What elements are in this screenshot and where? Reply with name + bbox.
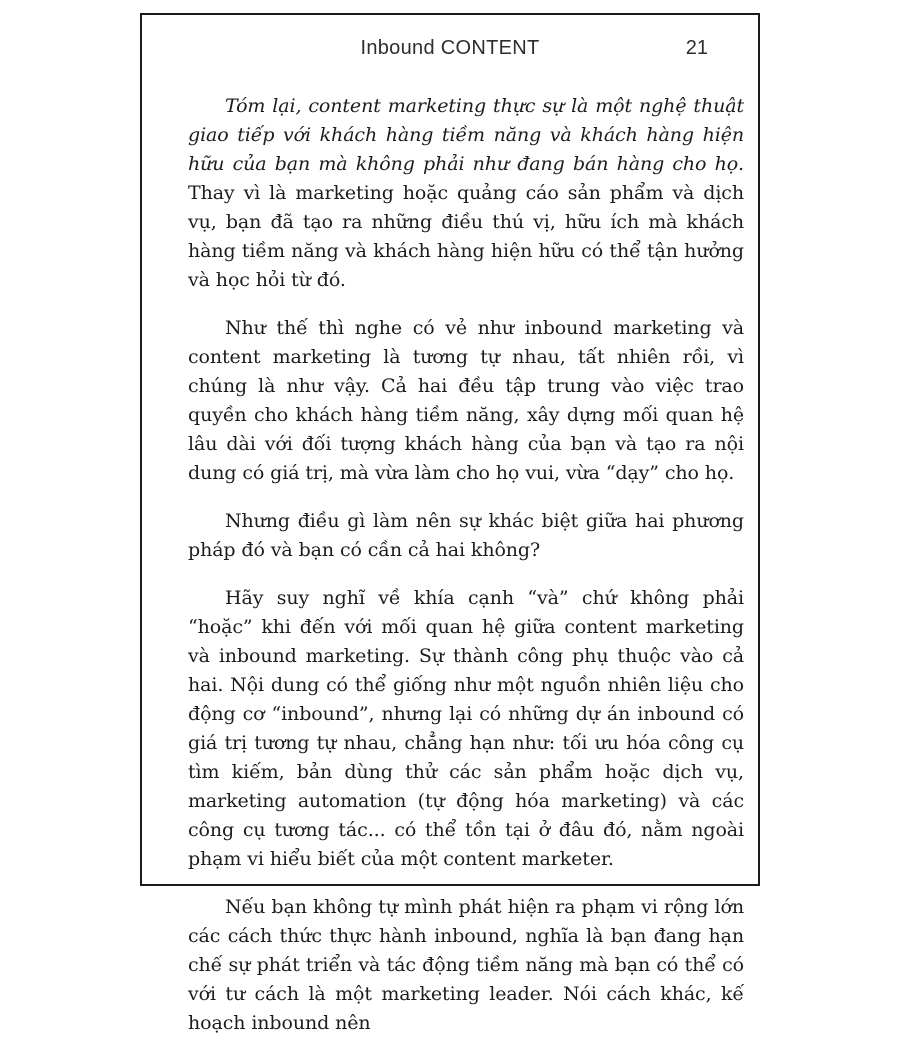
page-number: 21 (685, 37, 708, 59)
running-header-title: Inbound CONTENT (360, 37, 540, 59)
paragraph-inbound-scope: Nếu bạn không tự mình phát hiện ra phạm vi rộng lớn các cách thức thực hành inbound, nghĩa là bạn đang hạn chế sự phát triển và tác động tiềm năng mà bạn có thể có với tư cách là một marketing leader. Nói cách khác, kế hoạch inbound nên (188, 896, 744, 1034)
paragraph-question: Nhưng điều gì làm nên sự khác biệt giữa hai phương pháp đó và bạn có cần cả hai không? (188, 510, 744, 561)
paragraph-summary (188, 92, 744, 295)
paragraph-similarity: Như thế thì nghe có vẻ như inbound marketing và content marketing là tương tự nhau, tất nhiên rồi, vì chúng là như vậy. Cả hai đều tập trung vào việc trao quyền cho khách hàng tiềm năng, xây dựng mối quan hệ lâu dài với đối tượng khách hàng của bạn và tạo ra nội dung có giá trị, mà vừa làm cho họ vui, vừa “dạy” cho họ. (188, 317, 744, 484)
paragraph-and-not-or: Hãy suy nghĩ về khía cạnh “và” chứ không phải “hoặc” khi đến với mối quan hệ giữa content marketing và inbound marketing. Sự thành công phụ thuộc vào cả hai. Nội dung có thể giống như một nguồn nhiên liệu cho động cơ “inbound”, nhưng lại có những dự án inbound có giá trị tương tự nhau, chẳng hạn như: tối ưu hóa công cụ tìm kiếm, bản dùng thử các sản phẩm hoặc dịch vụ, marketing automation (tự động hóa marketing) và các công cụ tương tác... có thể tồn tại ở đâu đó, nằm ngoài phạm vi hiểu biết của một content marketer. (188, 587, 744, 870)
book-page (140, 13, 760, 1034)
italic-lead-sentence: Tóm lại, content marketing thực sự là một nghệ thuật giao tiếp với khách hàng tiềm năng và khách hàng hiện hữu của bạn mà không phải như đang bán hàng cho họ. (188, 95, 744, 175)
paragraph-summary-rest: Thay vì là marketing hoặc quảng cáo sản phẩm và dịch vụ, bạn đã tạo ra những điều thú vị, hữu ích mà khách hàng tiềm năng và khách hàng hiện hữu có thể tận hưởng và học hỏi từ đó. (188, 182, 744, 291)
page-body (188, 92, 744, 1057)
